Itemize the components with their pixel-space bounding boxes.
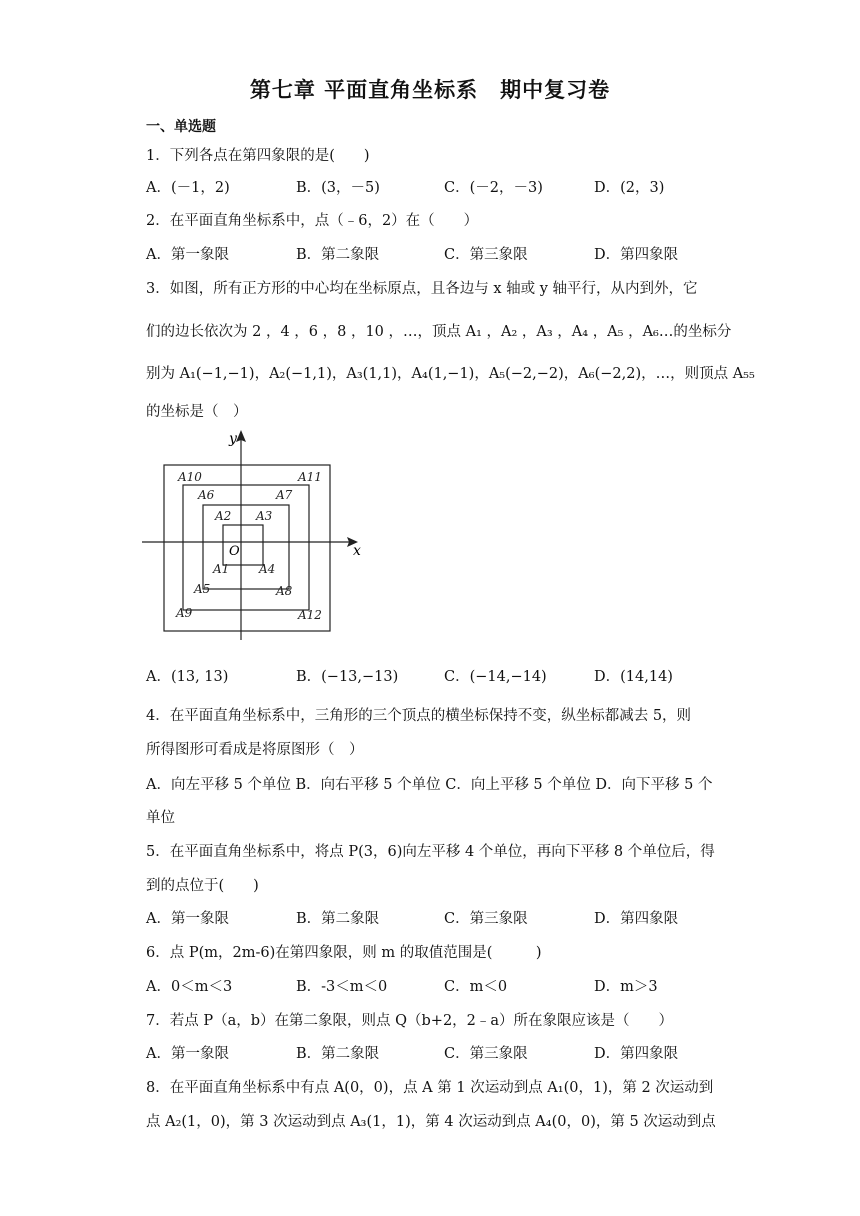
vertex-label-a7: A7	[276, 488, 293, 502]
question-7-option-c: C．第三象限	[444, 1046, 528, 1062]
question-4-options-line: A．向左平移 5 个单位 B．向右平移 5 个单位 C．向上平移 5 个单位 D．向下平移 5 个	[146, 777, 713, 793]
page-title: 第七章 平面直角坐标系 期中复习卷	[249, 78, 611, 102]
question-3-stem-line-3: 别为 A₁(−1,−1)，A₂(−1,1)，A₃(1,1)，A₄(1,−1)，A₅(−2,−2)，A₆(−2,2)，…，则顶点 A₅₅	[146, 366, 755, 382]
vertex-label-a12: A12	[298, 608, 322, 622]
question-5-option-a: A．第一象限	[146, 911, 229, 927]
question-6-stem: 6．点 P(m，2m-6)在第四象限，则 m 的取值范围是( )	[146, 945, 542, 961]
question-5-stem-line-1: 5．在平面直角坐标系中，将点 P(3，6)向左平移 4 个单位，再向下平移 8 个单位后，得	[146, 844, 715, 860]
question-8-stem-line-2: 点 A₂(1，0)，第 3 次运动到点 A₃(1，1)，第 4 次运动到点 A₄(0，0)，第 5 次运动到点	[146, 1114, 716, 1130]
question-3-option-b: B．(−13,−13)	[296, 669, 399, 685]
question-6-option-a: A．0＜m＜3	[146, 979, 233, 995]
vertex-label-a11: A11	[298, 470, 322, 484]
question-3-stem-line-4: 的坐标是（ ）	[146, 404, 248, 420]
question-5-option-c: C．第三象限	[444, 911, 528, 927]
vertex-label-a5: A5	[194, 582, 211, 596]
question-1-option-a: A．(－1，2)	[146, 180, 230, 196]
question-4-stem-line-2: 所得图形可看成是将原图形（ ）	[146, 742, 364, 758]
question-1-option-c: C．(－2，－3)	[444, 180, 543, 196]
question-2-stem: 2．在平面直角坐标系中，点（﹣6，2）在（ ）	[146, 213, 479, 229]
question-7-option-b: B．第二象限	[296, 1046, 380, 1062]
vertex-label-a8: A8	[276, 584, 293, 598]
question-2-option-a: A．第一象限	[146, 247, 229, 263]
question-2-option-d: D．第四象限	[594, 247, 679, 263]
question-8-stem-line-1: 8．在平面直角坐标系中有点 A(0，0)，点 A 第 1 次运动到点 A₁(0，1)，第 2 次运动到	[146, 1080, 714, 1096]
vertex-label-a4: A4	[259, 562, 276, 576]
question-7-option-a: A．第一象限	[146, 1046, 229, 1062]
vertex-label-a1: A1	[213, 562, 230, 576]
vertex-label-a10: A10	[178, 470, 202, 484]
question-4-stem-line-1: 4．在平面直角坐标系中，三角形的三个顶点的横坐标保持不变，纵坐标都减去 5，则	[146, 708, 692, 724]
question-1-stem: 1．下列各点在第四象限的是( )	[146, 148, 370, 164]
question-3-stem-line-2: 们的边长依次为 2 ，4 ，6 ，8 ，10 ，…，顶点 A₁ ，A₂ ，A₃ ，A₄ ，A₅ ，A₆…的坐标分	[146, 324, 732, 340]
vertex-label-a6: A6	[198, 488, 215, 502]
question-5-stem-line-2: 到的点位于( )	[146, 878, 259, 894]
question-6-option-d: D．m＞3	[594, 979, 658, 995]
question-1-option-b: B．(3，－5)	[296, 180, 380, 196]
question-5-option-d: D．第四象限	[594, 911, 679, 927]
origin-label: O	[229, 544, 240, 559]
question-3-option-d: D．(14,14)	[594, 669, 673, 685]
question-2-option-c: C．第三象限	[444, 247, 528, 263]
vertex-label-a9: A9	[176, 606, 193, 620]
question-2-option-b: B．第二象限	[296, 247, 380, 263]
vertex-label-a2: A2	[215, 509, 232, 523]
y-axis-label: y	[229, 431, 237, 447]
question-6-option-c: C．m＜0	[444, 979, 508, 995]
question-6-option-b: B．-3＜m＜0	[296, 979, 388, 995]
question-5-option-b: B．第二象限	[296, 911, 380, 927]
question-7-option-d: D．第四象限	[594, 1046, 679, 1062]
nested-squares-figure	[140, 425, 370, 640]
x-axis-label: x	[353, 543, 361, 559]
question-3-stem-line-1: 3．如图，所有正方形的中心均在坐标原点，且各边与 x 轴或 y 轴平行，从内到外，它	[146, 281, 698, 297]
section-heading: 一、单选题	[146, 119, 216, 135]
question-3-option-a: A．(13, 13)	[146, 669, 229, 685]
question-1-option-d: D．(2，3)	[594, 180, 665, 196]
question-3-option-c: C．(−14,−14)	[444, 669, 547, 685]
vertex-label-a3: A3	[256, 509, 273, 523]
question-7-stem: 7．若点 P（a，b）在第二象限，则点 Q（b+2，2﹣a）所在象限应该是（ ）	[146, 1013, 674, 1029]
question-4-options-wrap: 单位	[146, 810, 175, 826]
